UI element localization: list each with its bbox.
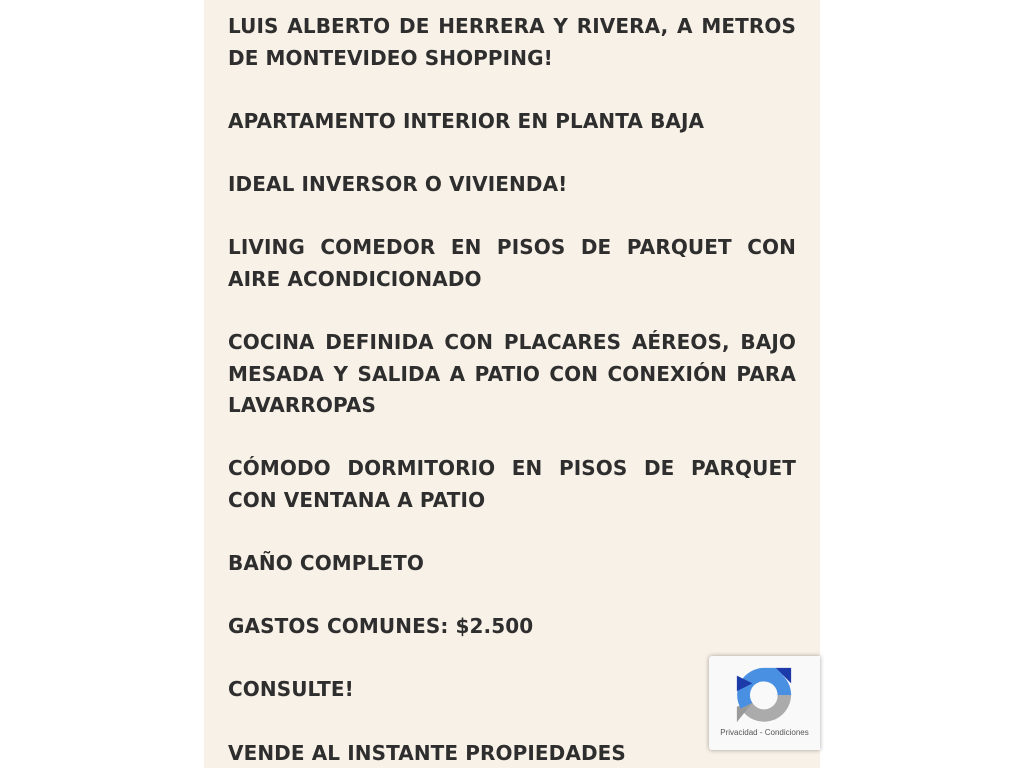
description-paragraph: LUIS ALBERTO DE HERRERA Y RIVERA, A METROS DE MONTEVIDEO SHOPPING! [228, 14, 796, 70]
recaptcha-badge[interactable] [709, 656, 820, 750]
recaptcha-logo-icon [733, 664, 795, 726]
listing-panel [204, 0, 820, 768]
description-paragraph: GASTOS COMUNES: $2.500 [228, 614, 534, 639]
description-paragraph: COCINA DEFINIDA CON PLACARES AÉREOS, BAJO MESADA Y SALIDA A PATIO CON CONEXIÓN PARA LAVARROPAS [228, 329, 796, 418]
terms-link[interactable]: Condiciones [764, 728, 809, 737]
description-paragraph: APARTAMENTO INTERIOR EN PLANTA BAJA [228, 108, 705, 133]
description-paragraph: CÓMODO DORMITORIO EN PISOS DE PARQUET CON VENTANA A PATIO [228, 456, 796, 512]
description-paragraph: LIVING COMEDOR EN PISOS DE PARQUET CON AIRE ACONDICIONADO [228, 235, 796, 291]
description-paragraph: BAÑO COMPLETO [228, 551, 425, 576]
links-separator: - [757, 728, 765, 737]
description-paragraph: IDEAL INVERSOR O VIVIENDA! [228, 171, 568, 196]
listing-description [228, 11, 796, 768]
privacy-link[interactable]: Privacidad [720, 728, 758, 737]
description-paragraph: VENDE AL INSTANTE PROPIEDADES [228, 740, 626, 765]
recaptcha-links [709, 728, 820, 737]
description-paragraph: CONSULTE! [228, 677, 354, 702]
